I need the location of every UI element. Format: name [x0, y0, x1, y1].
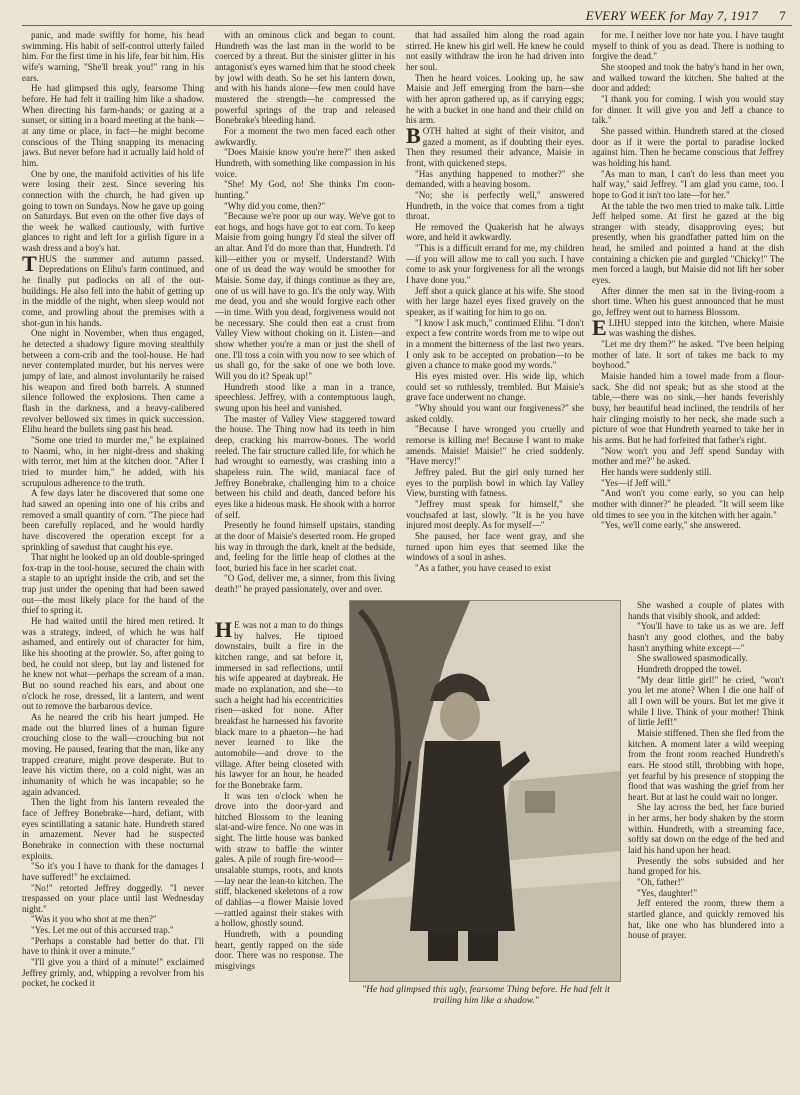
paragraph: One by one, the manifold activities of his life were losing their zest. Since severing his connection with the church, he had given up going to town on Sundays. Now he gave up going on Saturdays. But even on the other five days of the week he walked cautiously, with furtive glances to right and left for a girlish figure in a wash dress and a boy's hat. — [22, 168, 204, 254]
paragraph: Presently the sobs subsided and her hand groped for his. — [628, 855, 784, 877]
paragraph: Then he heard voices. Looking up, he saw Maisie and Jeff emerging from the barn—she with her apron gathered up, as if carrying eggs; he with a bucket in one hand and their child on his arm. — [406, 72, 584, 126]
paragraph: She washed a couple of plates with hands that visibly shook, and added: — [628, 600, 784, 621]
paragraph: Maisie stiffened. Then she fled from the kitchen. A moment later a wild weeping from the front room reached Hundreth's ears. He stood still, throbbing with hope, yet fearful by his presence of stopping the flood that was washing the grief from her heart. But at last he could wait no longer. — [628, 727, 784, 802]
paragraph: "Does Maisie know you're here?" then asked Hundreth, with something like compassion in his voice. — [215, 147, 395, 179]
paragraph: At the table the two men tried to make talk. Little Jeff helped some. At first he gazed at the big stranger with steady, disapproving eyes; but presently, when his grandfather patted him on the head, he smiled and pointed a hand at the dish containing a chicken pie and gurgled "Chicky!" The men forced a laugh, but Maisie did not lift her sober eyes. — [592, 200, 784, 286]
column-3 — [406, 30, 584, 590]
paragraph: It was ten o'clock when he drove into the door-yard and hitched Blossom to the leaning slat-and-wire fence. No one was in sight. The little house was banked with straw to baffle the winter gales. A pile of rough fire-wood—unsalable stumps, roots, and knots—lay near the lean-to kitchen. The stiff, blackened skeletons of a row of dahlias—a flower Maisie loved—rattled against their stakes with a hollow, ghostly sound. — [215, 790, 343, 929]
column-2-lower — [215, 620, 343, 1090]
paragraph: HE was not a man to do things by halves. He tiptoed downstairs, built a fire in the kitchen range, and sat before it, immersed in sad reflections, until his wife appeared at daybreak. He made no explanation, and she—to such a height had his eccentricities risen—asked for none. After breakfast he harnessed his favorite black mare to a phaeton—he had never learned to like the automobile—and drove to the village. After being closeted with his lawyer for an hour, he headed for the Bonebrake farm. — [215, 620, 343, 790]
column-4 — [592, 30, 784, 600]
paragraph: She stooped and took the baby's hand in her own, and walked toward the kitchen. She halted at the door and added: — [592, 61, 784, 94]
paragraph: Jeff entered the room, threw them a startled glance, and quickly removed his hat, like one who has blundered into a house of prayer. — [628, 898, 784, 941]
paragraph: She passed within. Hundreth stared at the closed door as if it were the portal to paradise locked against him. Then he became conscious that Jeffrey was holding his hand. — [592, 125, 784, 168]
paragraph: "Because we're poor up our way. We've got to eat hogs, and hogs have got to eat corn. To keep Maisie from going hungry I'd steal the silver off an altar. And I'd do more than that, Hundreth. I'd kill—either you or myself. Understand? With one of us dead the way would be smoother for Maisie. Some day, if things continue as they are, one of us will have to go. It's the only way. With me dead, you and she would forgive each other—in time. With you dead, forgiveness would not be necessary. She could then eat a crust from Valley View without choking on it. Listen—and show whether you're a man or just the shell of one. I'll toss a coin with you now to see which of us shall go, for the sake of one we both love. Will you do it? Speak up!" — [215, 211, 395, 381]
paragraph: A few days later he discovered that some one had sawed an opening into one of his cribs and removed a small quantity of corn. "The piece had been carefully replaced, and he would hardly have discovered the operation except for a sprinkling of sawdust that caught his eye. — [22, 488, 204, 552]
paragraph: For a moment the two men faced each other awkwardly. — [215, 125, 395, 147]
paragraph: "So it's you I have to thank for the damages I have suffered!" he exclaimed. — [22, 861, 204, 882]
paragraph: with an ominous click and began to count. Hundreth was the last man in the world to be coerced by a threat. But the sinister glitter in his antagonist's eyes warned him that he stood cheek by jowl with death. So he set his lantern down, and with his hands alone—few men could have mustered the strength—he compressed the powerful springs of the trap and released Bonebrake's bleeding hand. — [215, 30, 395, 126]
paragraph: Maisie handed him a towel made from a flour-sack. She did not speak; but as she stood at the table,—there was no sink,—her hands feverishly busy, her beautiful head inclined, the tendrils of her hair clinging moistly to her neck, she made such a picture of woe that Hundreth yearned to take her in his arms. But he had forfeited that father's right. — [592, 371, 784, 445]
paragraph: He had glimpsed this ugly, fearsome Thing before. He had felt it trailing him like a shadow. When directing his farm-hands; or gazing at a sunset, or sitting in a board meeting at the bank—at any time or place, in fact—he might become conscious of the Thing snapping its menacing jaws. But never before had it actually laid hold of him. — [22, 83, 204, 168]
paragraph: "As a father, you have ceased to exist — [415, 562, 552, 573]
paragraph: "As man to man, I can't do less than meet you half way," said Jeffrey. "I am glad you came, too. I hope to God it isn't too late—for her." — [592, 168, 784, 200]
paragraph: "Has anything happened to mother?" she demanded, with a heaving bosom. — [406, 168, 584, 190]
paragraph: "No!" retorted Jeffrey doggedly. "I never trespassed on your place until last Wednesday night." — [22, 882, 204, 914]
paragraph: The master of Valley View staggered toward the house. The Thing now had its teeth in him deep, cracking his marrow-bones. The world reeled. The fair structure called life, for which he had wrought so earnestly, was crashing into a shapeless ruin. The wild, maniacal face of Jeffrey Bonebrake, challenging him to a choice between his child and death, danced before his eyes like a hideous mask. He shook with a horror of self. — [215, 413, 395, 520]
publication-title: EVERY WEEK for May 7, 1917 — [585, 8, 758, 23]
paragraph: "Perhaps a constable had better do that. I'll have to think it over a minute." — [22, 935, 204, 957]
paragraph: He had waited until the hired men retired. It was a strategy, indeed, of which he was half ashamed, and entirely out of character for him, like his shooting at the prowler. So, after going to bed, he could not sleep, but lay and listened for he knew not what—perhaps the scream of a man. But no sound reached his ears, and about one o'clock he rose, dressed, lit a lantern, and went out to remove the barbarous device. — [22, 616, 204, 712]
paragraph: "Yes. Let me out of this accursed trap." — [31, 925, 174, 936]
paragraph: "You'll have to take us as we are. Jeff hasn't any good clothes, and the baby hasn't anything white except—" — [628, 621, 784, 653]
header-rule — [22, 25, 792, 26]
paragraph: "And won't you come early, so you can help mother with dinner?" he pleaded. "It will seem like old times to see you in the kitchen with her again." — [592, 488, 784, 520]
paragraph: "Because I have wronged you cruelly and remorse is killing me! Because I want to make amends. Maisie! Maisie!" he cried suddenly. "Have mercy!" — [406, 424, 584, 467]
paragraph: Her hands were suddenly still. — [601, 466, 712, 477]
paragraph: After dinner the men sat in the living-room a short time. When his guest announced that he must go, Jeffrey went out to harness Blossom. — [592, 285, 784, 318]
paragraph: One night in November, when thus engaged, he detected a shadowy figure moving stealthily between a corn-crib and the tool-house. He had never contemplated murder, but his nerves were jumpy of late, and almost involuntarily he raised his weapon and fired both barrels. A stunned silence followed the explosions. Then came a flash in the darkness, and a heavy-calibered revolver bellowed six times in quick succession. Elihu heard the bullets sing past his head. — [22, 328, 204, 435]
paragraph: "Was it you who shot at me then?" — [31, 914, 157, 925]
paragraph: "Why should you want our forgiveness?" she asked coldly. — [406, 402, 584, 424]
paragraph: "No; she is perfectly well," answered Hundreth, in the voice that comes from a tight throat. — [406, 189, 584, 222]
paragraph: She lay across the bed, her face buried in her arms, her body shaken by the storm within. Hundreth, with a streaming face, softly sat down on the edge of the bed and laid his hand upon her head. — [628, 802, 784, 856]
paragraph: that had assailed him along the road again stirred. He knew his girl well. He knew he could not easily withdraw the iron he had driven into her soul. — [406, 30, 584, 72]
paragraph: Presently he found himself upstairs, standing at the door of Maisie's deserted room. He groped his way in through the dark, knelt at the bedside, and, feeling for the little heap of clothes at the foot, buried his face in her scarlet coat. — [215, 520, 395, 573]
paragraph: "Oh, father!" — [637, 877, 685, 888]
paragraph: Jeff shot a quick glance at his wife. She stood with her large hazel eyes fixed gravely on the speaker, as if waiting for him to go on. — [406, 285, 584, 318]
paragraph: "She! My God, no! She thinks I'm coon-hunting." — [215, 179, 395, 200]
paragraph: "O God, deliver me, a sinner, from this living death!" he prayed passionately, over and over. — [215, 573, 395, 595]
paragraph: THUS the summer and autumn passed. Depredations on Elihu's farm continued, and he finally put padlocks on all of the out-buildings. He also fell into the habit of getting up in the middle of the night, when sleep would not come, and prowling about the premises with a shot-gun in his hands. — [22, 250, 204, 328]
illustration-caption: "He had glimpsed this ugly, fearsome Thing before. He had felt it trailing him like a shadow." — [362, 985, 610, 1006]
paragraph: "This is a difficult errand for me, my children—if you will allow me to call you such. I have come to ask your forgiveness for all the wrongs I have done you." — [406, 243, 584, 286]
paragraph: "Now won't you and Jeff spend Sunday with mother and me?" he asked. — [592, 445, 784, 467]
paragraph: She paused, her face went gray, and she turned upon him eyes that seemed like the windows of a soul in ashes. — [406, 530, 584, 563]
illustration-drawing — [350, 601, 620, 981]
paragraph: "I know I ask much," continued Elihu. "I don't expect a few contrite words from me to wipe out in a moment the bitterness of the last two years. I only ask to be accepted on probation—to be given a chance to make good my words." — [406, 317, 584, 371]
paragraph: Hundreth, with a pounding heart, gently rapped on the side door. There was no response. The misgivings — [215, 929, 343, 971]
paragraph: Hundreth dropped the towel. — [637, 663, 742, 674]
paragraph: "I thank you for coming. I wish you would stay for dinner. It will give you and Jeff a chance to talk." — [592, 93, 784, 126]
paragraph: ELIHU stepped into the kitchen, where Maisie was washing the dishes. — [592, 314, 784, 340]
paragraph: panic, and made swiftly for home, his head swimming. His habit of self-control utterly failed him. For the first time in his life, fear bit him. His wife's warning, "She'll break you!" rang in his ears. — [22, 30, 204, 83]
paragraph: "Jeffrey must speak for himself," she vouchsafed at last, slowly. "It is he you have injured most deeply. As for myself—" — [406, 498, 584, 531]
column-1 — [22, 30, 204, 1090]
paragraph: "Some one tried to murder me," he explained to Naomi, who, in her night-dress and shaking with terror, met him at the kitchen door. "After I tried to murder him," he added, with his scrupulous adherence to the truth. — [22, 434, 204, 488]
paragraph: Hundreth stood like a man in a trance, speechless. Jeffrey, with a contemptuous laugh, swung upon his heel and vanished. — [215, 381, 395, 413]
paragraph: That night he looked up an old double-springed fox-trap in the tool-house, secured the chain with a staple to an upright inside the crib, and set the trap just under the opening that had been sawed out—the most likely place for the hand of the thief to spring it. — [22, 552, 204, 616]
paragraph: "Yes—if Jeff will." — [601, 477, 671, 488]
paragraph: BOTH halted at sight of their visitor, and gazed a moment, as if doubting their eyes. Then they resumed their advance, Maisie in front, with quickened steps. — [406, 122, 584, 168]
paragraph: "I'll give you a third of a minute!" exclaimed Jeffrey grimly, and, whipping a revolver from his pocket, he cocked it — [22, 957, 204, 989]
story-illustration — [349, 600, 621, 982]
page-header — [450, 8, 790, 26]
paragraph: His eyes misted over. His wide lip, which could set so ruthlessly, trembled. But Maisie's grave face underwent no change. — [406, 371, 584, 403]
paragraph: "My dear little girl!" he cried, "won't you let me atone? When I die one half of all I own will be yours. But let me give it while I live. Think of your mother! Think of little Jeff!" — [628, 674, 784, 728]
column-4-lower — [628, 600, 784, 1090]
paragraph: She swallowed spasmodically. — [637, 653, 748, 664]
paragraph: As he neared the crib his heart jumped. He made out the blurred lines of a human figure crouching close to the wall—crouching but not moving. He paused, fearing that the man, like any trapped creature, might prove desperate. But to leave his victim there, on a cold night, was an inhumanity of which he was incapable; so he again advanced. — [22, 712, 204, 797]
paragraph: Jeffrey paled. But the girl only turned her eyes to the purplish bowl in which lay Valley View, bursting with fatness. — [406, 466, 584, 499]
paragraph: "Yes, daughter!" — [637, 887, 698, 898]
paragraph: "Let me dry them?" he asked. "I've been helping mother of late. It sort of takes me back to my boyhood." — [592, 339, 784, 371]
paragraph: "Yes, we'll come early," she answered. — [601, 520, 741, 531]
paragraph: Then the light from his lantern revealed the face of Jeffrey Bonebrake—hard, defiant, with eyes scintillating a satanic hate. Hundreth stared in amazement. Never had he suspected Bonebrake in connection with these nocturnal exploits. — [22, 797, 204, 861]
paragraph: He removed the Quakerish hat he always wore, and held it awkwardly. — [406, 221, 584, 243]
page-number: 7 — [779, 8, 786, 23]
paragraph: for me. I neither love nor hate you. I have taught myself to think of you as dead. There is nothing to forgive the dead." — [592, 30, 784, 62]
paragraph: "Why did you come, then?" — [224, 200, 326, 211]
